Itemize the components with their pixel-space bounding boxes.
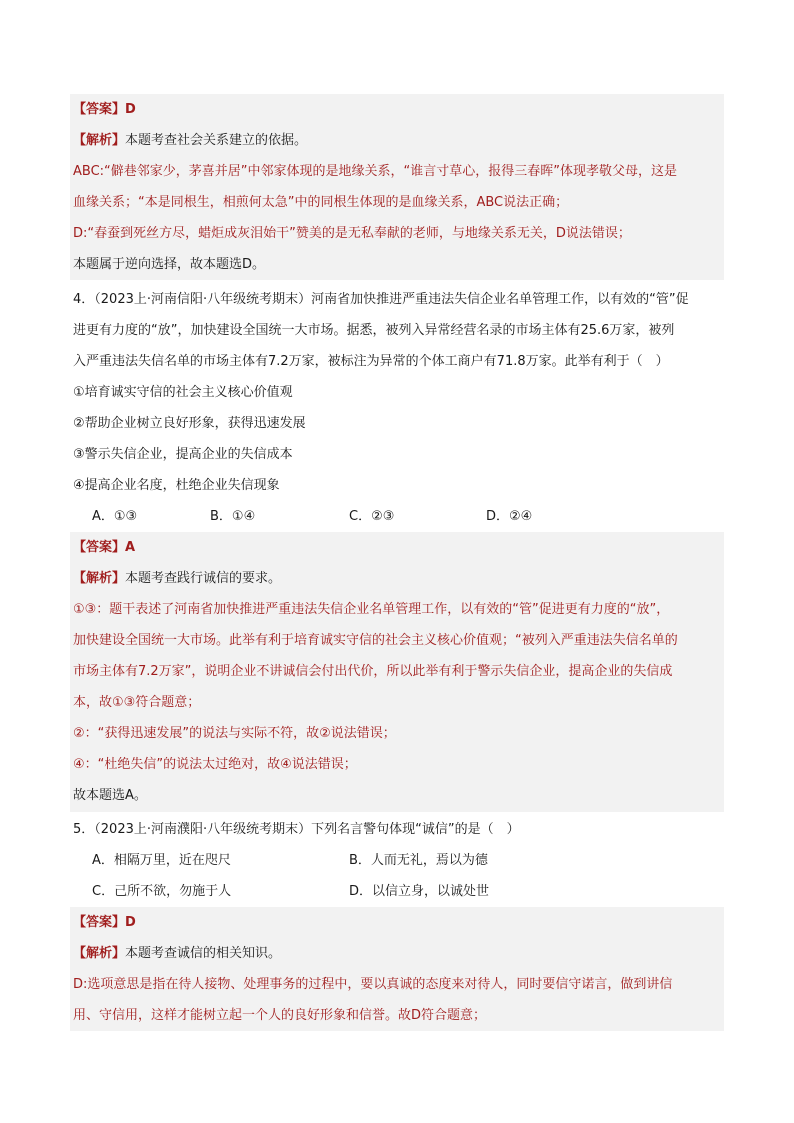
q4-analysis-text-3: 市场主体有7.2万家”，说明企业不讲诚信会付出代价，所以此举有利于警示失信企业，提高企业的失信成 — [73, 664, 673, 679]
q4-analysis-text-5: ②：“获得迅速发展”的说法与实际不符，故②说法错误； — [73, 726, 396, 741]
q5-stem: 5．（2023上·河南濮阳·八年级统考期末）下列名言警句体现“诚信”的是（ ） — [73, 822, 520, 837]
answer-value: D — [125, 102, 136, 117]
q4-option-c: C．②③ — [349, 509, 395, 524]
q4-analysis-line — [73, 569, 723, 589]
analysis-label: 【解析】 — [73, 133, 126, 148]
answer-value: D — [125, 915, 136, 930]
answer-label: 【答案】 — [73, 540, 126, 555]
q4-analysis-text-4: 本，故①③符合题意； — [73, 695, 201, 710]
q4-option-a: A．①③ — [92, 509, 138, 524]
q4-statement-3: ③警示失信企业，提高企业的失信成本 — [73, 447, 293, 462]
q5-option-d: D．以信立身，以诚处世 — [349, 884, 490, 899]
q4-analysis-text-1: ①③：题干表述了河南省加快推进严重违法失信企业名单管理工作，以有效的“管”促进更有力度的“放”， — [73, 602, 670, 617]
q5-option-c: C．己所不欲，勿施于人 — [92, 884, 232, 899]
q5-analysis-text-1: D:选项意思是指在待人接物、处理事务的过程中，要以真诚的态度来对待人，同时要信守诺言，做到讲信 — [73, 977, 673, 992]
analysis-label: 【解析】 — [73, 571, 126, 586]
q3-analysis-block — [70, 94, 724, 280]
q3-answer-line — [73, 100, 723, 120]
q4-statement-1: ①培育诚实守信的社会主义核心价值观 — [73, 385, 293, 400]
answer-value: A — [125, 540, 136, 555]
q4-option-b: B．①④ — [210, 509, 256, 524]
answer-label: 【答案】 — [73, 102, 126, 117]
q4-analysis-text-2: 加快建设全国统一大市场。此举有利于培育诚实守信的社会主义核心价值观；“被列入严重违法失信名单的 — [73, 633, 678, 648]
analysis-text: 本题考查诚信的相关知识。 — [125, 946, 282, 961]
q5-option-b: B．人而无礼，焉以为德 — [349, 853, 488, 868]
q3-analysis-text-4: 本题属于逆向选择，故本题选D。 — [73, 257, 266, 272]
q4-stem-3: 入严重违法失信名单的市场主体有7.2万家，被标注为异常的个体工商户有71.8万家。此举有利于（ ） — [73, 354, 669, 369]
q4-option-d: D．②④ — [486, 509, 533, 524]
q5-analysis-line — [73, 944, 723, 964]
analysis-text: 本题考查社会关系建立的依据。 — [125, 133, 308, 148]
analysis-label: 【解析】 — [73, 946, 126, 961]
q4-statement-2: ②帮助企业树立良好形象，获得迅速发展 — [73, 416, 306, 431]
q4-stem-2: 进更有力度的“放”，加快建设全国统一大市场。据悉，被列入异常经营名录的市场主体有25.6万家，被列 — [73, 323, 675, 338]
q5-analysis-text-2: 用、守信用，这样才能树立起一个人的良好形象和信誉。故D符合题意； — [73, 1008, 487, 1023]
q3-analysis-text-1: ABC:“僻巷邻家少，茅喜并居”中邻家体现的是地缘关系，“谁言寸草心，报得三春晖”体现孝敬父母，这是 — [73, 164, 677, 179]
q4-analysis-text-6: ④：“杜绝失信”的说法太过绝对，故④说法错误； — [73, 757, 357, 772]
q3-analysis-text-3: D:“春蚕到死丝方尽，蜡炬成灰泪始干”赞美的是无私奉献的老师，与地缘关系无关，D说法错误； — [73, 226, 631, 241]
q4-stem-1: 4．（2023上·河南信阳·八年级统考期末）河南省加快推进严重违法失信企业名单管理工作，以有效的“管”促 — [73, 292, 689, 307]
answer-label: 【答案】 — [73, 915, 126, 930]
q3-analysis-text-2: 血缘关系；“本是同根生，相煎何太急”中的同根生体现的是血缘关系，ABC说法正确； — [73, 195, 569, 210]
q5-answer-line — [73, 913, 723, 933]
q4-answer-line — [73, 538, 723, 558]
q5-option-a: A．相隔万里，近在咫尺 — [92, 853, 231, 868]
q4-statement-4: ④提高企业名度，杜绝企业失信现象 — [73, 478, 280, 493]
q3-analysis-line — [73, 131, 723, 151]
analysis-text: 本题考查践行诚信的要求。 — [125, 571, 282, 586]
q4-analysis-text-7: 故本题选A。 — [73, 788, 147, 803]
